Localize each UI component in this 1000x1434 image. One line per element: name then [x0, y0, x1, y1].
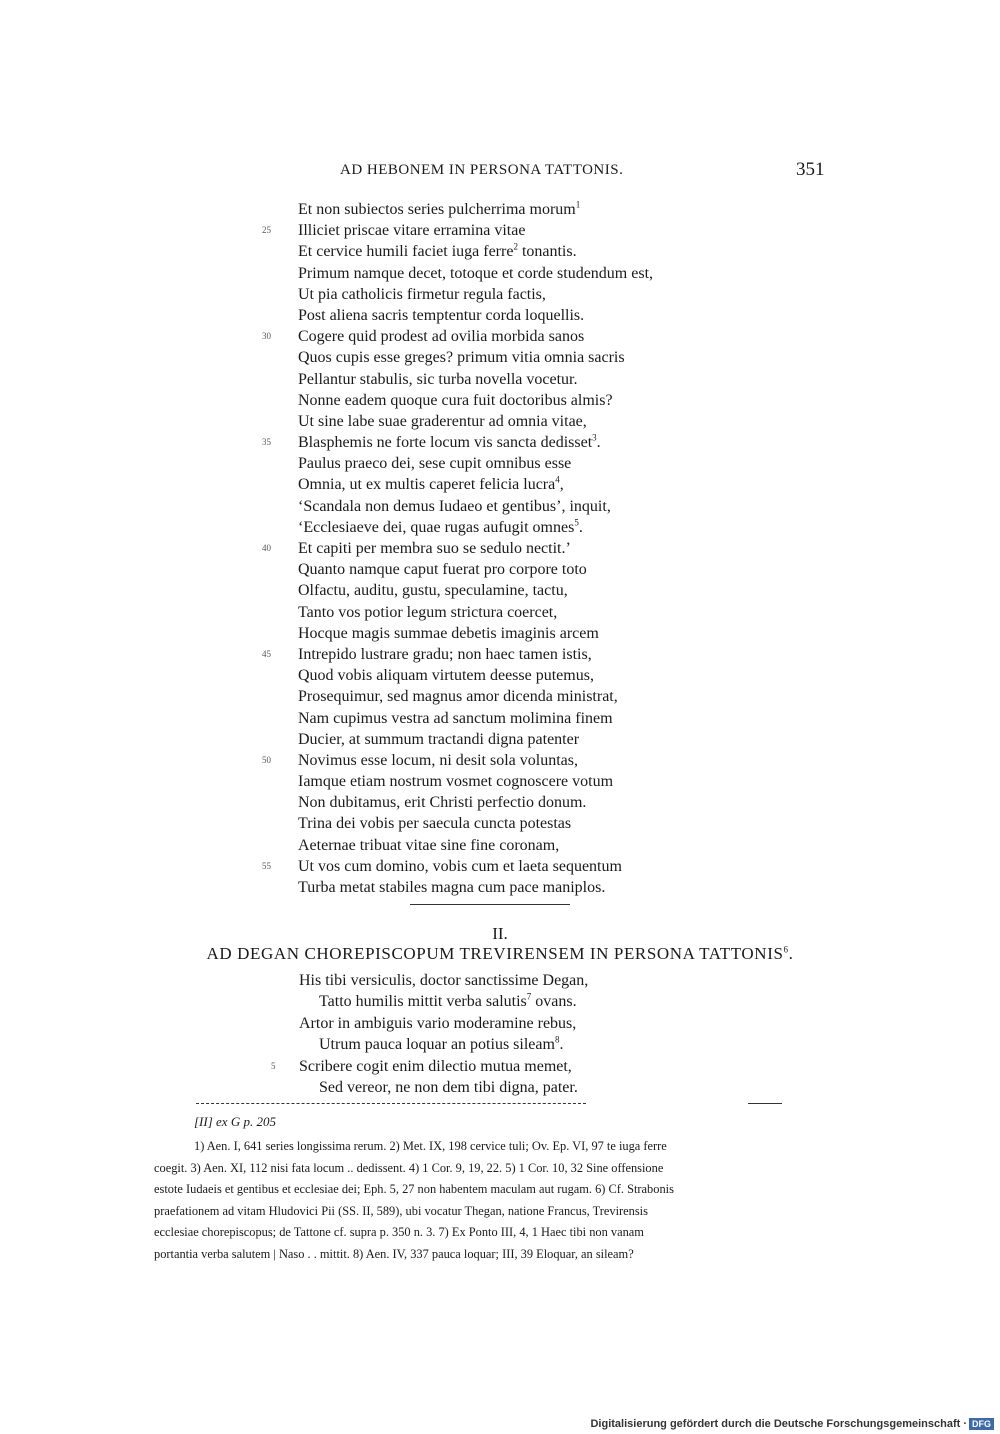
- poem1-line: [262, 220, 758, 241]
- apparatus-rule: [196, 1103, 586, 1104]
- poem1-line: [298, 496, 758, 517]
- verse-text-tail: .: [596, 434, 601, 452]
- verse-text: Novimus esse locum, ni desit sola voluntas,: [298, 751, 578, 769]
- section-title: [0, 944, 1000, 964]
- verse-text: Cogere quid prodest ad ovilia morbida sanos: [298, 328, 585, 346]
- verse-text: Ducier, at summum tractandi digna patenter: [298, 730, 580, 748]
- verse-text: Pellantur stabulis, sic turba novella vocetur.: [298, 370, 578, 388]
- footnote-line: coegit. 3) Aen. XI, 112 nisi fata locum .. dedissent. 4) 1 Cor. 9, 19, 22. 5) 1 Cor. 10, 32 Sine offensione: [154, 1160, 664, 1175]
- verse-text: Aeternae tribuat vitae sine fine coronam,: [298, 836, 560, 854]
- footnote-line: ecclesiae chorepiscopus; de Tattone cf. supra p. 350 n. 3. 7) Ex Ponto III, 4, 1 Haec tibi non vanam: [154, 1225, 644, 1239]
- page-number: 351: [796, 159, 825, 180]
- line-number: 45: [262, 648, 271, 659]
- poem1-line: [262, 750, 758, 771]
- poem1-line: [298, 284, 758, 305]
- verse-text: Tatto humilis mittit verba salutis: [319, 993, 527, 1011]
- verse-text: Post aliena sacris temptentur corda loquellis.: [298, 306, 585, 324]
- verse-text: Sed vereor, ne non dem tibi digna, pater.: [319, 1078, 578, 1096]
- verse-text: Ut sine labe suae graderentur ad omnia vitae,: [298, 412, 587, 430]
- poem1-line: [298, 390, 758, 411]
- line-number: 50: [262, 754, 271, 765]
- poem1-line: [262, 326, 758, 347]
- footnote-marker: 4: [555, 475, 560, 486]
- poem1-line: [298, 474, 758, 495]
- footnote-marker: 7: [526, 992, 532, 1003]
- verse-text: Hocque magis summae debetis imaginis arcem: [298, 624, 599, 642]
- verse-text: Nonne eadem quoque cura fuit doctoribus almis?: [298, 391, 613, 409]
- poem1-line: [298, 305, 758, 326]
- section-divider: [410, 904, 570, 905]
- verse-text: Ut pia catholicis firmetur regula factis,: [298, 285, 546, 303]
- poem2-line: [299, 991, 719, 1012]
- verse-text-tail: .: [578, 518, 583, 536]
- poem1-line: [298, 665, 758, 686]
- poem2-line: [299, 1077, 719, 1098]
- verse-text: Blasphemis ne forte locum vis sancta dedisset: [298, 434, 593, 452]
- footnote-marker: 6: [783, 944, 789, 955]
- poem1-line: [298, 369, 758, 390]
- poem1-line: [298, 835, 758, 856]
- poem1-line: [298, 453, 758, 474]
- verse-text: Trina dei vobis per saecula cuncta potestas: [298, 815, 572, 833]
- poem1-line: [262, 644, 758, 665]
- verse-text: Iamque etiam nostrum vosmet cognoscere votum: [298, 773, 614, 791]
- footnote-line: estote Iudaeis et gentibus et ecclesiae dei; Eph. 5, 27 non habentem maculam aut rugam. 6) Cf. Strabonis: [154, 1182, 674, 1196]
- footnote-marker: 5: [574, 517, 579, 528]
- source-apparatus: [194, 1114, 276, 1130]
- verse-text: Prosequimur, sed magnus amor dicenda ministrat,: [298, 688, 618, 706]
- verse-text: Omnia, ut ex multis caperet felicia lucra: [298, 476, 556, 494]
- poem1-line: [298, 708, 758, 729]
- poem1-line: [298, 580, 758, 601]
- verse-text: Paulus praeco dei, sese cupit omnibus esse: [298, 455, 572, 473]
- line-number: 55: [262, 860, 271, 871]
- poem1-line: [298, 877, 758, 898]
- poem-1: [262, 199, 758, 898]
- poem1-line: [298, 602, 758, 623]
- digitization-credit: [590, 1418, 994, 1430]
- poem1-line: [298, 623, 758, 644]
- verse-text: Turba metat stabiles magna cum pace maniplos.: [298, 879, 606, 896]
- running-title: AD HEBONEM IN PERSONA TATTONIS.: [340, 162, 624, 178]
- verse-text: Et capiti per membra suo se sedulo nectit.’: [298, 540, 571, 557]
- line-number: 35: [262, 437, 271, 448]
- poem-2: [271, 970, 719, 1098]
- verse-text-tail: ,: [559, 476, 564, 494]
- verse-text: Nam cupimus vestra ad sanctum molimina finem: [298, 709, 613, 727]
- poem1-line: [298, 411, 758, 432]
- poem1-line: [262, 856, 758, 877]
- section-title-text: AD DEGAN CHOREPISCOPUM TREVIRENSEM IN PERSONA TATTONIS: [206, 944, 784, 963]
- footnote-marker: 3: [592, 432, 597, 443]
- line-number: 30: [262, 331, 271, 342]
- poem2-line: [299, 970, 719, 991]
- verse-text: Non dubitamus, erit Christi perfectio donum.: [298, 794, 587, 812]
- footnote-marker: 1: [575, 199, 581, 210]
- poem1-line: [262, 432, 758, 453]
- line-number: 40: [262, 543, 271, 553]
- verse-text: Illiciet priscae vitare erramina vitae: [298, 222, 526, 240]
- verse-text: Quos cupis esse greges? primum vitia omnia sacris: [298, 349, 625, 367]
- poem1-line: [298, 347, 758, 368]
- footnote-line: portantia verba salutem | Naso . . mittit. 8) Aen. IV, 337 pauca loquar; III, 39 Eloquar, an sileam?: [154, 1246, 634, 1261]
- section-title-end: .: [788, 944, 794, 963]
- poem1-line: [298, 771, 758, 792]
- footnote-marker: 8: [554, 1034, 560, 1045]
- footnote-line: 1) Aen. I, 641 series longissima rerum. 2) Met. IX, 198 cervice tuli; Ov. Ep. VI, 97 te iuga ferre: [194, 1139, 667, 1153]
- verse-text: Intrepido lustrare gradu; non haec tamen istis,: [298, 645, 592, 663]
- poem1-line: [298, 263, 758, 284]
- apparatus-rule-end: [748, 1103, 782, 1104]
- poem2-line: [299, 1013, 719, 1034]
- line-number: 25: [262, 225, 271, 236]
- verse-text: Primum namque decet, totoque et corde studendum est,: [298, 264, 654, 282]
- verse-text: ‘Scandala non demus Iudaeo et gentibus’, inquit,: [298, 497, 611, 515]
- poem1-line: [298, 517, 758, 538]
- verse-text: Quod vobis aliquam virtutem deesse putemus,: [298, 667, 594, 685]
- verse-text: ‘Ecclesiaeve dei, quae rugas aufugit omnes: [298, 518, 575, 536]
- verse-text: Et non subiectos series pulcherrima morum: [298, 201, 576, 218]
- verse-text: Ut vos cum domino, vobis cum et laeta sequentum: [298, 857, 622, 875]
- verse-text: Scribere cogit enim dilectio mutua memet,: [299, 1057, 572, 1075]
- poem1-line: [298, 729, 758, 750]
- verse-text-tail: ovans.: [531, 993, 577, 1011]
- poem1-line: [298, 241, 758, 262]
- source-note: [II] ex G p. 205: [194, 1114, 276, 1129]
- verse-text: His tibi versiculis, doctor sanctissime Degan,: [299, 972, 589, 989]
- section-number: II.: [492, 924, 508, 943]
- verse-text-tail: .: [559, 1036, 564, 1054]
- verse-text: Et cervice humili faciet iuga ferre: [298, 243, 514, 261]
- poem1-line: [262, 538, 758, 559]
- poem1-line: [298, 813, 758, 834]
- verse-text: Tanto vos potior legum strictura coercet,: [298, 603, 558, 621]
- verse-text-tail: tonantis.: [517, 243, 577, 261]
- verse-text: Artor in ambiguis vario moderamine rebus,: [299, 1014, 577, 1032]
- verse-text: Quanto namque caput fuerat pro corpore toto: [298, 561, 587, 579]
- poem1-line: [298, 559, 758, 580]
- footnotes: [154, 1136, 826, 1265]
- verse-text: Utrum pauca loquar an potius sileam: [319, 1036, 555, 1054]
- line-number: 5: [271, 1060, 276, 1071]
- poem1-line: [298, 199, 758, 220]
- poem2-line: [271, 1056, 719, 1077]
- running-header: [0, 159, 1000, 184]
- footnote-marker: 2: [513, 242, 518, 253]
- verse-text: Olfactu, auditu, gustu, speculamine, tactu,: [298, 582, 568, 600]
- footnote-line: praefationem ad vitam Hludovici Pii (SS. II, 589), ubi vocatur Thegan, natione Francus, Trevirensis: [154, 1203, 648, 1218]
- poem1-line: [298, 686, 758, 707]
- credit-text: Digitalisierung gefördert durch die Deutsche Forschungsgemeinschaft ·: [590, 1418, 967, 1430]
- dfg-logo: DFG: [969, 1418, 994, 1430]
- poem1-line: [298, 792, 758, 813]
- poem2-line: [299, 1034, 719, 1055]
